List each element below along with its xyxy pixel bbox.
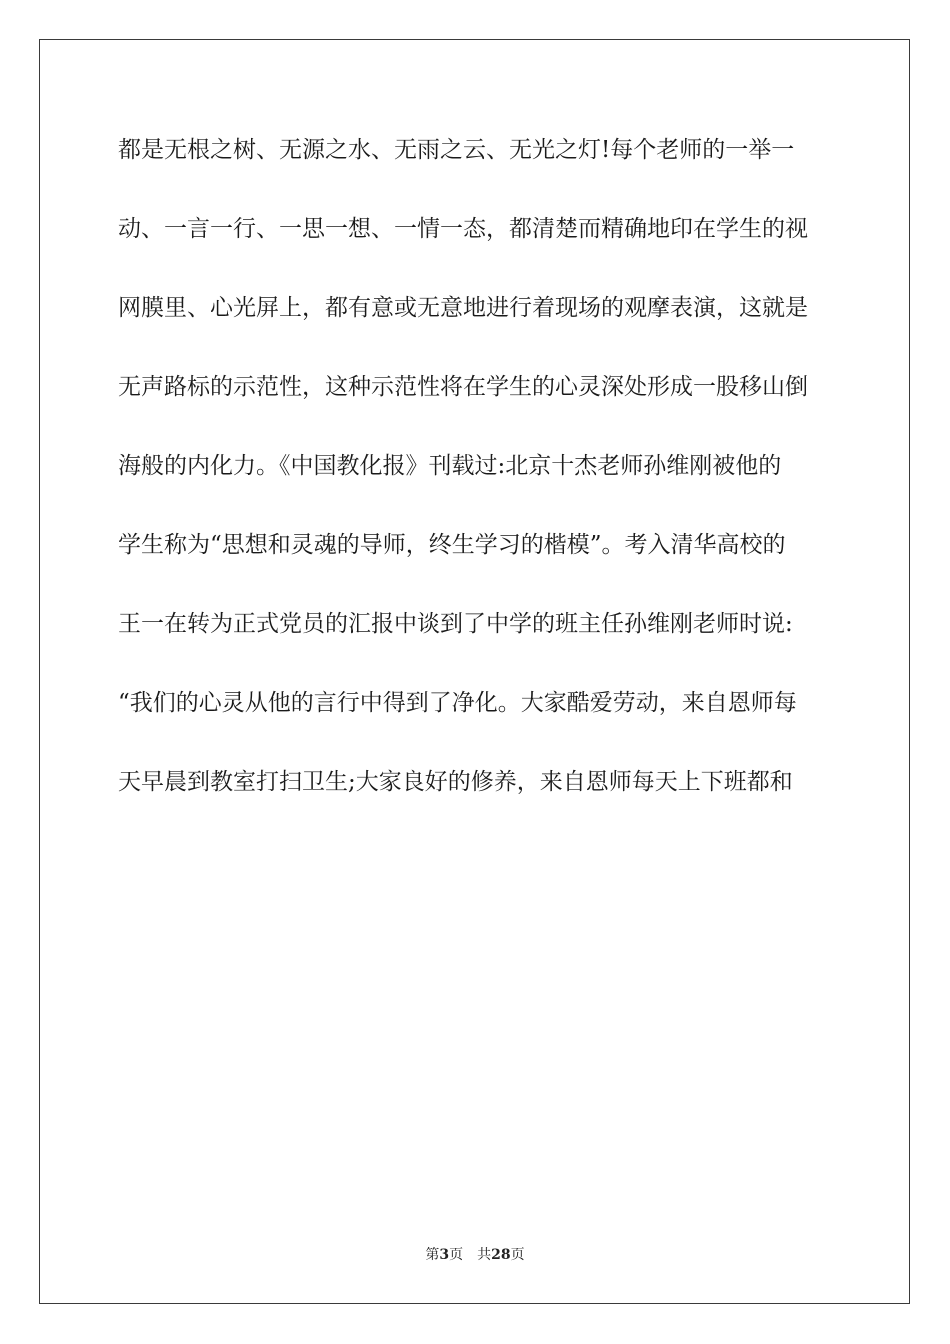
text-line: 网膜里、心光屏上，都有意或无意地进行着现场的观摩表演，这就是 xyxy=(118,295,808,321)
text-line: 动、一言一行、一思一想、一情一态，都清楚而精确地印在学生的视 xyxy=(118,216,808,242)
total-prefix: 共 xyxy=(477,1247,492,1263)
page-prefix: 第 xyxy=(425,1247,440,1263)
text-line: 都是无根之树、无源之水、无雨之云、无光之灯!每个老师的一举一 xyxy=(118,137,795,163)
page-suffix: 页 xyxy=(449,1247,464,1263)
total-suffix: 页 xyxy=(510,1247,525,1263)
text-line: 学生称为“思想和灵魂的导师，终生学习的楷模”。考入清华高校的 xyxy=(118,532,786,558)
page-footer xyxy=(0,1244,950,1264)
text-line: 海般的内化力。《中国教化报》刊载过:北京十杰老师孙维刚被他的 xyxy=(118,453,782,479)
document-body xyxy=(118,122,832,833)
text-line: 天早晨到教室打扫卫生;大家良好的修养，来自恩师每天上下班都和 xyxy=(118,769,793,795)
text-line: 无声路标的示范性，这种示范性将在学生的心灵深处形成一股移山倒 xyxy=(118,374,808,400)
page-number: 3 xyxy=(439,1247,450,1263)
total-pages: 28 xyxy=(491,1247,511,1263)
text-line: 王一在转为正式党员的汇报中谈到了中学的班主任孙维刚老师时说: xyxy=(118,611,793,637)
text-line: “我们的心灵从他的言行中得到了净化。大家酷爱劳动，来自恩师每 xyxy=(118,690,797,716)
